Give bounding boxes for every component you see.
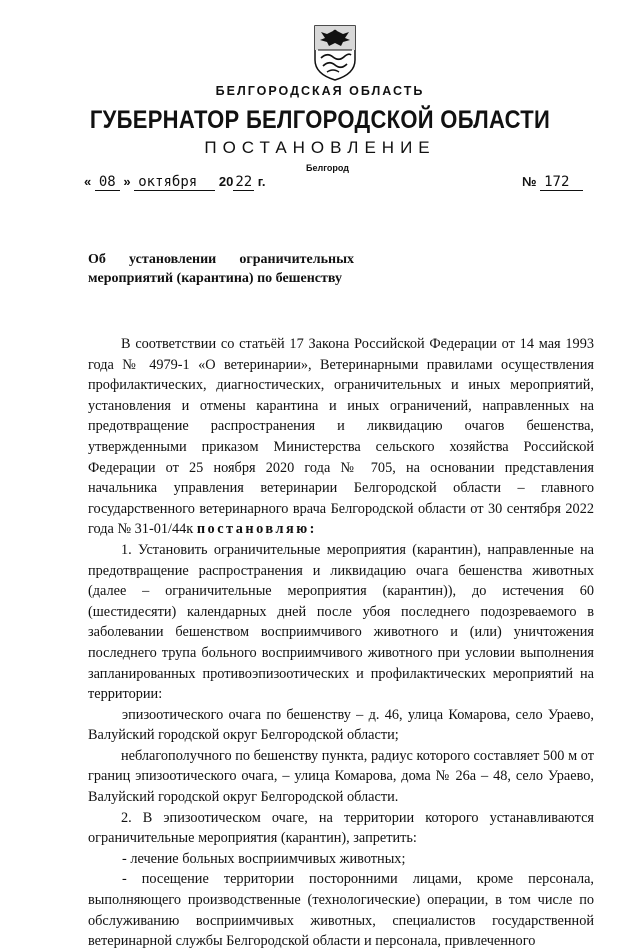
clause-1: 1. Установить ограничительные мероприятия (карантин), направленные на предотвращение распространения и ликвидацию очага бешенства животных (далее – ограничительные мероприятия (карантин)), до истечения 60 (шестидесяти) календарных дней после убоя последнего подозреваемого в заболевании бешенством восприимчивого животного и (или) уничтожения последнего трупа больного восприимчивого животного при условии выполнения запланированных противоэпизоотических и профилактических мероприятий на территории: [88, 541, 594, 703]
date-close-quote: » [123, 174, 131, 189]
clause-2: 2. В эпизоотическом очаге, на территории которого устанавливаются ограничительные мероприятия (карантин), запретить: [88, 809, 594, 847]
date-year-prefix: 20 [218, 174, 234, 189]
decree-date [84, 174, 266, 190]
clause-2-item-treatment: - лечение больных восприимчивых животных; [122, 850, 406, 867]
date-day: 08 [95, 174, 120, 191]
coat-of-arms-icon [313, 24, 357, 82]
date-year-unit: г. [257, 174, 266, 189]
region-title: БЕЛГОРОДСКАЯ ОБЛАСТЬ [215, 84, 425, 98]
decree-number [522, 174, 583, 190]
clause-1-outbreak: эпизоотического очага по бешенству – д. 46, улица Комарова, село Ураево, Валуйский городской округ Белгородской области; [88, 706, 594, 744]
decree-body [88, 334, 594, 952]
number-value: 172 [540, 174, 583, 191]
city-name: Белгород [306, 163, 349, 173]
clause-1-affected-point: неблагополучного по бешенству пункта, радиус которого составляет 500 м от границ эпизоотического очага, – улица Комарова, дома № 26а – 48, село Ураево, Валуйский городской округ Белгородской области. [88, 747, 594, 806]
number-label: № [522, 174, 537, 189]
decree-subject: Об установлении ограничительных мероприятий (карантина) по бешенству [88, 252, 354, 286]
date-open-quote: « [84, 174, 92, 189]
governor-title: ГУБЕРНАТОР БЕЛГОРОДСКОЙ ОБЛАСТИ [89, 105, 551, 134]
date-year-suffix: 22 [235, 174, 253, 190]
date-month: октября [134, 174, 215, 191]
clause-2-item-visits: - посещение территории посторонними лицами, кроме персонала, выполняющего производственные (технологические) операции, в том числе по обслуживанию восприимчивых животных, специалистов государственной ветеринарной службы Белгородской области и персонала, привлеченного [88, 871, 594, 950]
preamble-paragraph [88, 334, 594, 540]
document-type: ПОСТАНОВЛЕНИЕ [204, 138, 436, 157]
decree-word: постановляю: [196, 521, 317, 538]
preamble-text: В соответствии со статьёй 17 Закона Российской Федерации от 14 мая 1993 года № 4979-1 «О ветеринарии», Ветеринарными правилами осуществления профилактических, диагностических, ограничительных и иных мероприятий, установления и отмены карантина и иных ограничений, направленных на предотвращение распространения и ликвидацию очагов бешенства, утвержденными приказом Министерства сельского хозяйства Российской Федерации от 25 ноября 2020 года № 705, на основании представления начальника управления ветеринарии Белгородской области – главного государственного ветеринарного врача Белгородской области от 30 сентября 2022 года № 31-01/44к [88, 336, 594, 538]
